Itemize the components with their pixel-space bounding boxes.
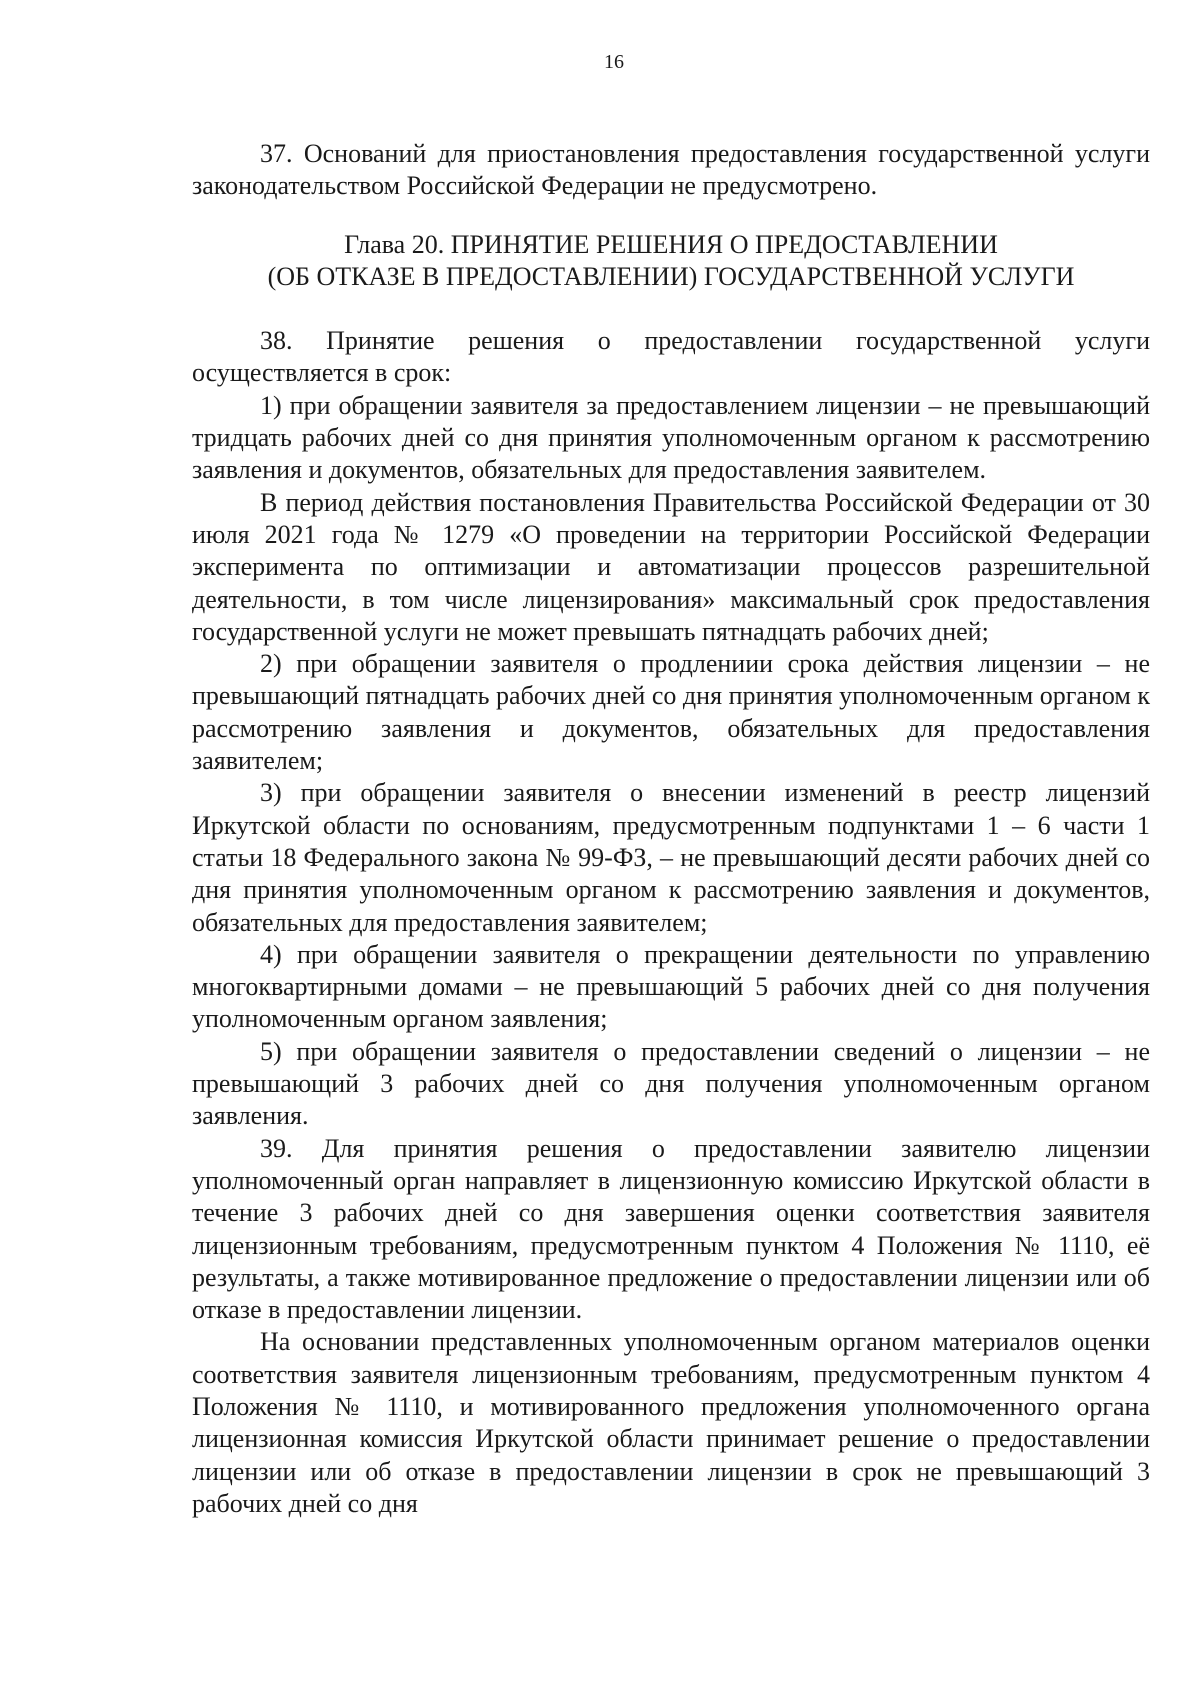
- paragraph-39-continuation: На основании представленных уполномоченным органом материалов оценки соответствия заявителя лицензионным требованиям, предусмотренным пунктом 4 Положения № 1110, и мотивированного предложения уполномоченного органа лицензионная комиссия Иркутской области принимает решение о предоставлении лицензии или об отказе в предоставлении лицензии в срок не превышающий 3 рабочих дней со дня: [192, 1327, 1150, 1518]
- paragraph-38-item-3: 3) при обращении заявителя о внесении изменений в реестр лицензий Иркутской области по основаниям, предусмотренным подпунктами 1 – 6 части 1 статьи 18 Федерального закона № 99-ФЗ, – не превышающий десяти рабочих дней со дня принятия уполномоченным органом к рассмотрению заявления и документов, обязательных для предоставления заявителем;: [192, 778, 1150, 937]
- paragraph-38-item-2: 2) при обращении заявителя о продлениии срока действия лицензии – не превышающий пятнадцать рабочих дней со дня принятия уполномоченным органом к рассмотрению заявления и документов, обязательных для предоставления заявителем;: [192, 649, 1150, 776]
- paragraph-38-item-1: 1) при обращении заявителя за предоставлением лицензии – не превышающий тридцать рабочих дней со дня принятия уполномоченным органом к рассмотрению заявления и документов, обязательных для предоставления заявителем.: [192, 390, 1150, 485]
- chapter-heading-line-2: (ОБ ОТКАЗЕ В ПРЕДОСТАВЛЕНИИ) ГОСУДАРСТВЕННОЙ УСЛУГИ: [267, 261, 1075, 291]
- chapter-heading-line-1: Глава 20. ПРИНЯТИЕ РЕШЕНИЯ О ПРЕДОСТАВЛЕНИИ: [344, 229, 998, 259]
- document-body: [192, 138, 1150, 1520]
- paragraph-38-note: В период действия постановления Правительства Российской Федерации от 30 июля 2021 года № 1279 «О проведении на территории Российской Федерации эксперимента по оптимизации и автоматизации процессов разрешительной деятельности, в том числе лицензирования» максимальный срок предоставления государственной услуги не может превышать пятнадцать рабочих дней;: [192, 487, 1150, 646]
- paragraph-37: 37. Оснований для приостановления предоставления государственной услуги законодательством Российской Федерации не предусмотрено.: [192, 139, 1150, 201]
- paragraph-38: 38. Принятие решения о предоставлении государственной услуги осуществляется в срок:: [192, 326, 1150, 388]
- page-number: 16: [604, 51, 624, 73]
- paragraph-38-item-5: 5) при обращении заявителя о предоставлении сведений о лицензии – не превышающий 3 рабочих дней со дня получения уполномоченным органом заявления.: [192, 1036, 1150, 1131]
- chapter-heading: [192, 229, 1150, 294]
- paragraph-38-item-4: 4) при обращении заявителя о прекращении деятельности по управлению многоквартирными домами – не превышающий 5 рабочих дней со дня получения уполномоченным органом заявления;: [192, 939, 1150, 1034]
- paragraph-39: 39. Для принятия решения о предоставлении заявителю лицензии уполномоченный орган направляет в лицензионную комиссию Иркутской области в течение 3 рабочих дней со дня завершения оценки соответствия заявителя лицензионным требованиям, предусмотренным пунктом 4 Положения № 1110, её результаты, а также мотивированное предложение о предоставлении лицензии или об отказе в предоставлении лицензии.: [192, 1133, 1150, 1325]
